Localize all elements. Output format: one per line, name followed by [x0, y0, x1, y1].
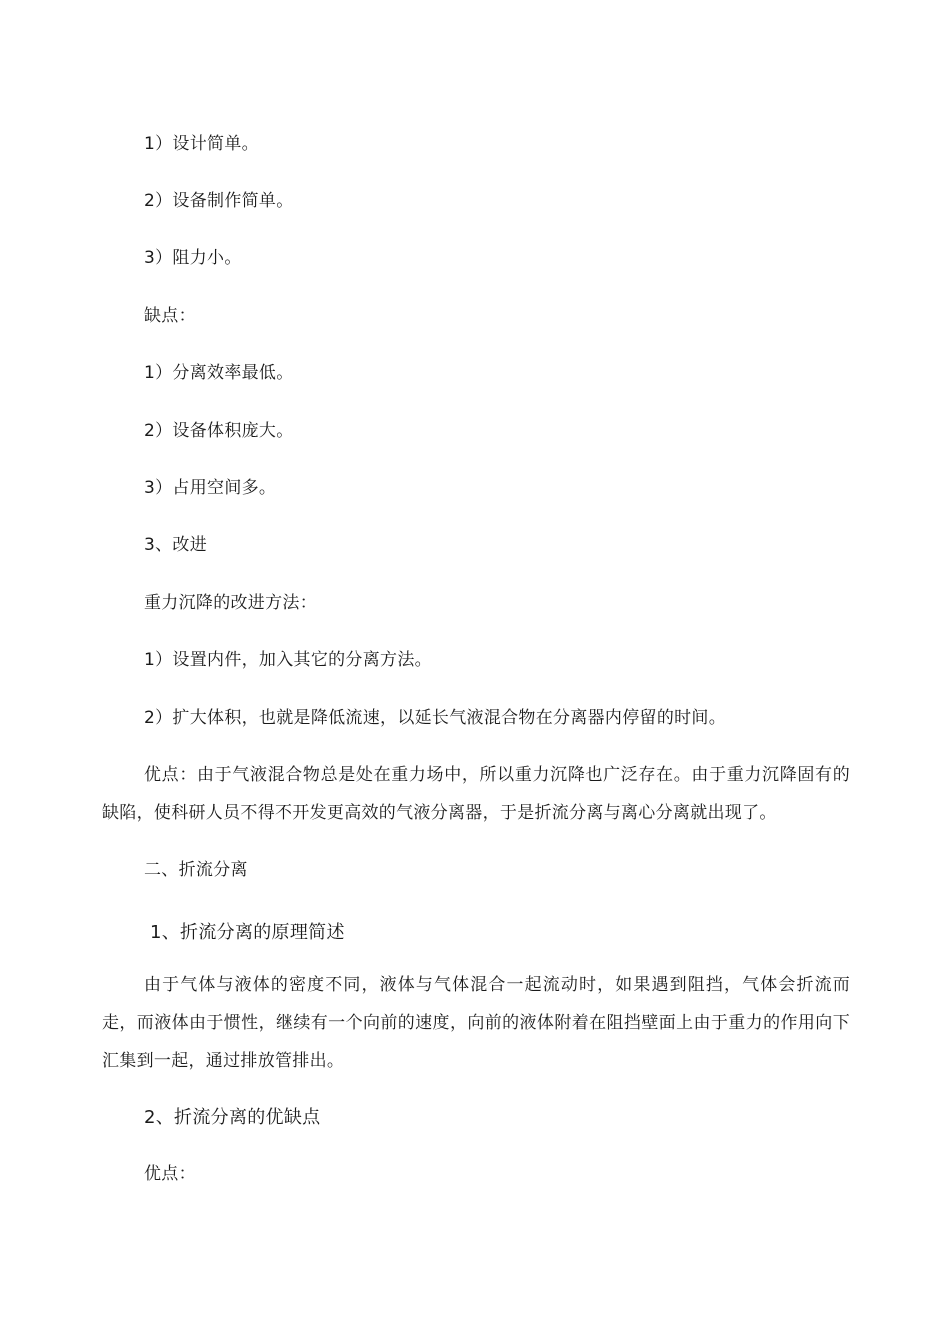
principle-paragraph: 由于气体与液体的密度不同，液体与气体混合一起流动时，如果遇到阻挡，气体会折流而走，而液体由于惯性，继续有一个向前的速度，向前的液体附着在阻挡壁面上由于重力的作用向下汇集到一起，通过排放管排出。 [102, 975, 850, 1071]
improve-intro: 重力沉降的改进方法： [144, 593, 317, 613]
gravity-disadvantage-item-2: 2）设备体积庞大。 [144, 421, 294, 441]
gravity-disadvantage-item-1: 1）分离效率最低。 [144, 363, 294, 383]
principle-heading: 1、折流分离的原理简述 [150, 922, 345, 943]
gravity-advantage-item-2: 2）设备制作简单。 [144, 191, 294, 211]
gravity-disadvantage-item-3: 3）占用空间多。 [144, 478, 277, 498]
improve-item-1: 1）设置内件，加入其它的分离方法。 [144, 650, 432, 670]
improve-heading: 3、改进 [144, 535, 208, 555]
pros-cons-heading: 2、折流分离的优缺点 [144, 1107, 321, 1128]
advantage-paragraph: 优点：由于气液混合物总是处在重力场中，所以重力沉降也广泛存在。由于重力沉降固有的缺陷，使科研人员不得不开发更高效的气液分离器，于是折流分离与离心分离就出现了。 [102, 765, 850, 823]
gravity-advantage-item-1: 1）设计简单。 [144, 134, 259, 154]
pros-label: 优点： [144, 1164, 196, 1184]
gravity-advantage-item-3: 3）阻力小。 [144, 248, 242, 268]
section-2-heading: 二、折流分离 [144, 860, 248, 880]
improve-item-2: 2）扩大体积，也就是降低流速，以延长气液混合物在分离器内停留的时间。 [144, 708, 727, 728]
cons-label: 缺点： [144, 306, 196, 326]
